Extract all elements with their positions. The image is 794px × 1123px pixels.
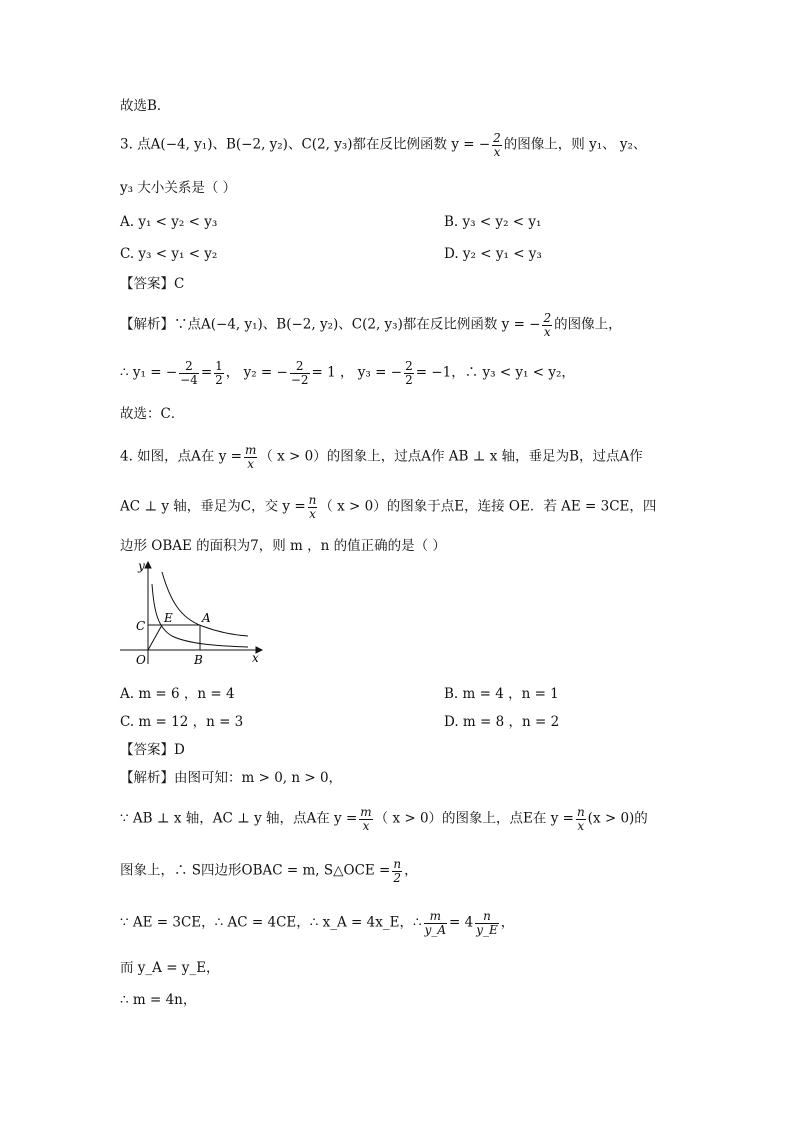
numerator: n bbox=[576, 805, 585, 819]
q4-explanation-3 bbox=[120, 858, 418, 884]
y-axis-arrow bbox=[145, 562, 151, 568]
fraction bbox=[359, 806, 372, 832]
calc-text: = 1 ， y₃ = − bbox=[311, 364, 403, 381]
option-text: A. m = 6 ，n = 4 bbox=[120, 686, 235, 702]
numerator: m bbox=[244, 443, 257, 457]
text-line bbox=[120, 96, 170, 116]
fraction bbox=[404, 360, 414, 386]
denominator: −2 bbox=[290, 372, 309, 387]
denominator: x bbox=[577, 818, 585, 833]
numerator: n bbox=[393, 857, 402, 871]
calc-text: ∴ y₁ = − bbox=[120, 364, 178, 381]
label-c: C bbox=[136, 619, 146, 633]
option-text: B. y₃ < y₂ < y₁ bbox=[444, 214, 542, 230]
curve-m bbox=[162, 572, 248, 636]
option-text: D. y₂ < y₁ < y₃ bbox=[444, 246, 542, 262]
q3-option-a bbox=[120, 212, 217, 232]
q4-text: （ x > 0）的图象于点E，连接 OE．若 AE = 3CE，四 bbox=[319, 498, 657, 515]
q3-final bbox=[120, 404, 184, 424]
fraction bbox=[424, 910, 447, 936]
explanation-text: = 4 bbox=[449, 914, 474, 931]
q4-explanation-1 bbox=[120, 768, 342, 788]
explanation-text: ∵ AB ⊥ x 轴，AC ⊥ y 轴，点A在 y = bbox=[120, 810, 358, 827]
numerator: 2 bbox=[405, 359, 413, 373]
q4-text: 4. 如图，点A在 y = bbox=[120, 448, 242, 465]
answer-text: 【答案】C bbox=[120, 276, 185, 292]
option-text: C. y₃ < y₁ < y₂ bbox=[120, 246, 218, 262]
q4-option-c bbox=[120, 712, 243, 732]
label-b: B bbox=[194, 653, 203, 667]
explanation-text: 【解析】由图可知：m > 0, n > 0， bbox=[120, 770, 343, 786]
calc-text: = −1，∴ y₃ < y₁ < y₂， bbox=[415, 364, 575, 381]
numerator: 2 bbox=[493, 131, 501, 145]
q3-tail: 的图像上，则 y₁、 y₂、 bbox=[503, 136, 647, 153]
q4-option-a bbox=[120, 684, 235, 704]
label-x: x bbox=[252, 651, 259, 665]
q3-option-c bbox=[120, 244, 217, 264]
q4-figure bbox=[118, 560, 268, 670]
denominator: −4 bbox=[180, 372, 198, 387]
q4-text: （ x > 0）的图象上，过点A作 AB ⊥ x 轴，垂足为B，过点A作 bbox=[259, 448, 643, 465]
denominator: 2 bbox=[393, 870, 402, 885]
fraction bbox=[576, 806, 586, 832]
numerator: 2 bbox=[290, 360, 310, 374]
label-y: y bbox=[138, 560, 145, 573]
explanation-text: 【解析】∵点A(−4, y₁)、B(−2, y₂)、C(2, y₃)都在反比例函数 y = − bbox=[120, 316, 541, 333]
denominator: x bbox=[543, 324, 551, 339]
q3-answer bbox=[120, 274, 184, 294]
denominator: x bbox=[247, 456, 255, 471]
q4-answer bbox=[120, 740, 185, 760]
explanation-text: (x > 0)的 bbox=[587, 810, 648, 827]
fraction bbox=[214, 360, 224, 386]
q3-stem bbox=[120, 132, 646, 158]
q3-line2-text: y₃ 大小关系是（ ） bbox=[120, 180, 237, 196]
label-o: O bbox=[136, 653, 146, 667]
answer-text: 【答案】D bbox=[120, 742, 185, 758]
denominator: x bbox=[362, 818, 370, 833]
q3-calculation bbox=[120, 360, 575, 386]
conclusion-text: 故选B． bbox=[120, 98, 171, 114]
fraction bbox=[290, 360, 310, 386]
label-e: E bbox=[164, 611, 173, 625]
numerator: m bbox=[360, 805, 372, 819]
q3-explanation bbox=[120, 312, 622, 338]
fraction bbox=[475, 910, 499, 936]
q4-explanation-5 bbox=[120, 958, 220, 978]
explanation-text: 图象上，∴ S四边形OBAC = m, S△OCE = bbox=[120, 862, 391, 879]
denominator: y_E bbox=[476, 922, 498, 937]
fraction bbox=[244, 444, 257, 470]
denominator: x bbox=[309, 506, 316, 521]
fraction bbox=[492, 132, 502, 158]
q3-text: (−4, y₁)、B(−2, y₂)、C(2, y₃)都在反比例函数 y = − bbox=[160, 136, 491, 153]
option-text: C. m = 12 ，n = 3 bbox=[120, 714, 244, 730]
q4-explanation-2 bbox=[120, 806, 648, 832]
q3-option-d bbox=[444, 244, 542, 264]
q3-line2 bbox=[120, 178, 236, 198]
denominator: 2 bbox=[405, 372, 413, 387]
calc-text: ， y₂ = − bbox=[225, 364, 288, 381]
q4-stem-line3 bbox=[120, 536, 446, 556]
explanation-text: ∴ m = 4n， bbox=[120, 992, 197, 1008]
denominator: 2 bbox=[215, 372, 223, 387]
explanation-tail: 的图像上， bbox=[554, 316, 622, 333]
numerator: n bbox=[308, 493, 317, 507]
option-text: B. m = 4 ，n = 1 bbox=[444, 686, 559, 702]
numerator: 2 bbox=[543, 311, 552, 325]
numerator: m bbox=[424, 910, 447, 924]
q4-text: AC ⊥ y 轴，垂足为C，交 y = bbox=[120, 498, 306, 515]
explanation-text: ， bbox=[500, 914, 515, 931]
fraction bbox=[542, 312, 552, 338]
q4-stem-line2 bbox=[120, 494, 656, 520]
q4-stem-line1 bbox=[120, 444, 643, 470]
equals-sign: = bbox=[200, 364, 213, 381]
explanation-text: ， bbox=[404, 862, 418, 879]
fraction bbox=[179, 360, 199, 386]
explanation-text: （ x > 0）的图象上，点E在 y = bbox=[374, 810, 574, 827]
q4-explanation-6 bbox=[120, 990, 196, 1010]
q3-option-b bbox=[444, 212, 541, 232]
final-text: 故选：C． bbox=[120, 406, 185, 422]
fraction bbox=[308, 494, 318, 520]
q4-text: 边形 OBAE 的面积为7，则 m ，n 的值正确的是（ ） bbox=[120, 538, 446, 554]
q4-option-b bbox=[444, 684, 559, 704]
fraction bbox=[392, 858, 402, 884]
label-a: A bbox=[202, 611, 211, 625]
denominator: x bbox=[493, 144, 501, 159]
option-text: D. m = 8 ，n = 2 bbox=[444, 714, 560, 730]
denominator: y_A bbox=[424, 922, 447, 937]
option-text: A. y₁ < y₂ < y₃ bbox=[120, 214, 218, 230]
segment-oe bbox=[148, 625, 162, 650]
numerator: n bbox=[475, 910, 499, 924]
q3-prefix: 3. 点A bbox=[120, 136, 161, 153]
q4-explanation-4 bbox=[120, 910, 514, 936]
numerator: 2 bbox=[179, 360, 199, 374]
explanation-text: ∵ AE = 3CE，∴ AC = 4CE，∴ x_A = 4x_E，∴ bbox=[120, 914, 422, 931]
q4-option-d bbox=[444, 712, 559, 732]
explanation-text: 而 y_A = y_E， bbox=[120, 960, 220, 976]
numerator: 1 bbox=[215, 359, 223, 373]
